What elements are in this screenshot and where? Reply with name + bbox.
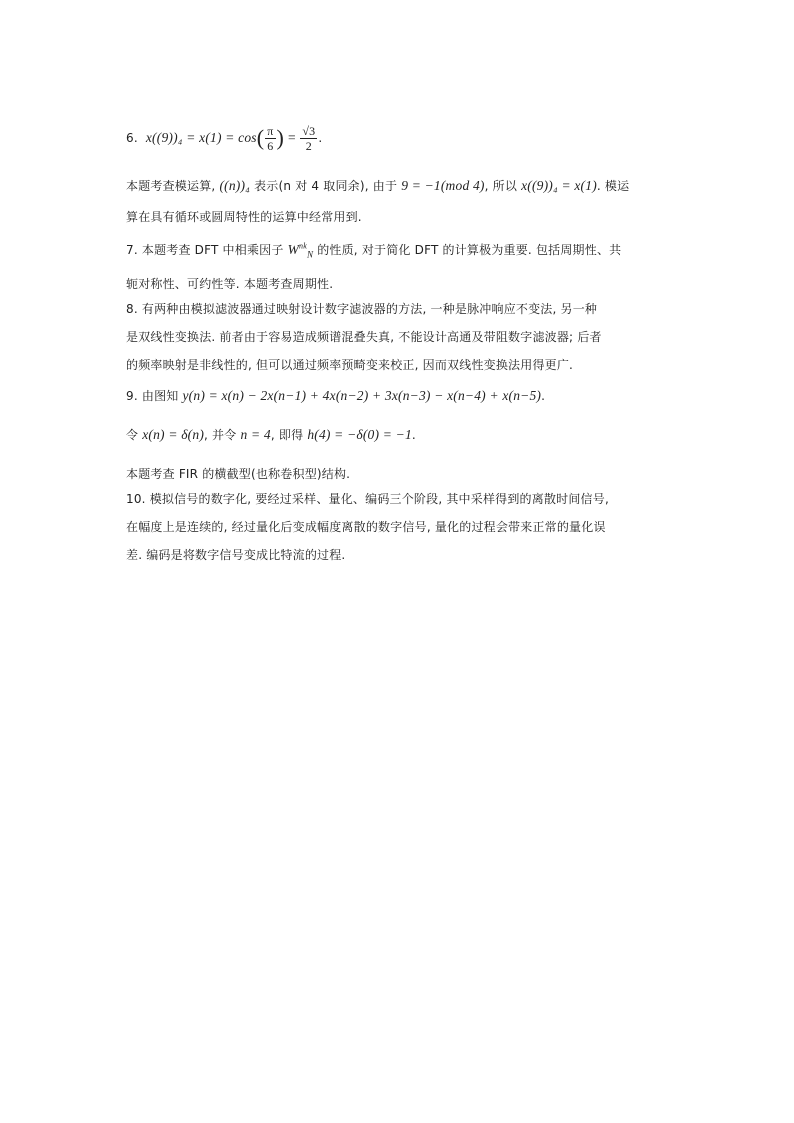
text-span: , 所以 xyxy=(484,179,518,193)
item10-line1: 10. 模拟信号的数字化, 要经过采样、量化、编码三个阶段, 其中采样得到的离散时间信号, xyxy=(126,492,609,506)
math-span: n = 4 xyxy=(240,427,271,442)
left-paren: ( xyxy=(256,125,265,150)
text-span: 本题考查模运算, xyxy=(126,179,216,193)
difference-equation: y(n) = x(n) − 2x(n−1) + 4x(n−2) + 3x(n−3) − x(n−4) + x(n−5) xyxy=(182,388,542,403)
math-span: h(4) = −δ(0) = −1 xyxy=(307,427,412,442)
item6-note-line1 xyxy=(126,177,671,194)
text-span: 令 xyxy=(126,428,139,442)
math-span: x((9))₄ = x(1) xyxy=(521,178,597,193)
pi-over-6-fraction xyxy=(265,124,275,153)
math-span: ((n))₄ xyxy=(219,178,251,193)
item9-line1 xyxy=(126,387,671,404)
text-span: 7. 本题考查 DFT 中相乘因子 xyxy=(126,243,284,257)
item8-line1: 8. 有两种由模拟滤波器通过映射设计数字滤波器的方法, 一种是脉冲响应不变法, 另一种 xyxy=(126,302,598,316)
item9-line2 xyxy=(126,426,671,443)
item8-line2: 是双线性变换法. 前者由于容易造成频谱混叠失真, 不能设计高通及带阻数字滤波器; 后者 xyxy=(126,330,602,344)
item6-equals: = xyxy=(287,130,297,145)
fraction-numerator: π xyxy=(267,123,274,138)
text-span: 表示(n 对 4 取同余), 由于 xyxy=(254,179,398,193)
item7-line2: 轭对称性、可约性等. 本题考查周期性. xyxy=(126,277,334,291)
math-symbol: W xyxy=(287,242,300,257)
subscript: N xyxy=(306,249,314,260)
item6-lhs: x((9))₄ = x(1) = cos xyxy=(145,130,257,145)
text-span: . xyxy=(411,428,416,442)
item10-line2: 在幅度上是连续的, 经过量化后变成幅度离散的数字信号, 量化的过程会带来正常的量化误 xyxy=(126,520,606,534)
text-span: . xyxy=(541,389,546,403)
item10-line3: 差. 编码是将数字信号变成比特流的过程. xyxy=(126,548,346,562)
text-span: 9. 由图知 xyxy=(126,389,179,403)
item6-number: 6. xyxy=(126,131,138,145)
fraction-denominator: 2 xyxy=(305,138,312,153)
fraction-denominator: 6 xyxy=(267,138,274,153)
sqrt3-over-2-fraction xyxy=(300,124,317,153)
math-span: x(n) = δ(n) xyxy=(142,427,205,442)
fraction-numerator: √3 xyxy=(302,123,316,138)
text-span: , 并令 xyxy=(204,428,237,442)
item6-formula xyxy=(126,118,671,158)
twiddle-factor xyxy=(287,241,314,260)
item6-note-line2: 算在具有循环或圆周特性的运算中经常用到. xyxy=(126,210,362,224)
item6-period: . xyxy=(318,131,323,145)
item9-line3: 本题考查 FIR 的横截型(也称卷积型)结构. xyxy=(126,467,351,481)
math-span: 9 = −1(mod 4) xyxy=(401,178,485,193)
text-span: . 模运 xyxy=(596,179,630,193)
text-span: , 即得 xyxy=(270,428,304,442)
item8-line3: 的频率映射是非线性的, 但可以通过频率预畸变来校正, 因而双线性变换法用得更广. xyxy=(126,358,574,372)
superscript: nk xyxy=(299,241,307,251)
text-span: 的性质, 对于简化 DFT 的计算极为重要. 包括周期性、共 xyxy=(317,243,622,257)
right-paren: ) xyxy=(276,125,285,150)
item7-line1 xyxy=(126,241,671,260)
